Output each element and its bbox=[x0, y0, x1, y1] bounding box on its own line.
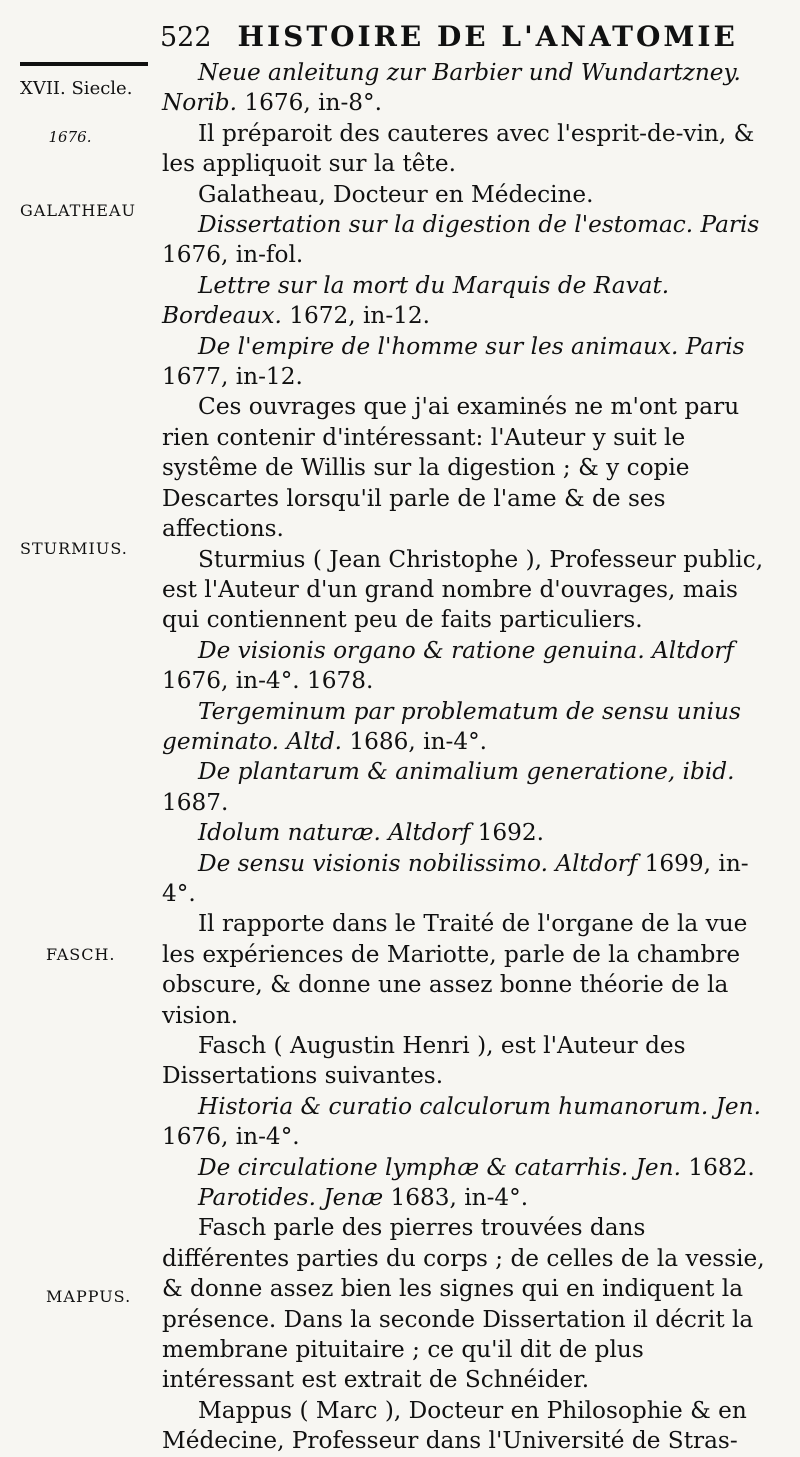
bibliography-entry bbox=[162, 58, 770, 119]
bibliography-entry bbox=[162, 1092, 770, 1153]
work-title: Parotides. Jenæ bbox=[198, 1184, 384, 1212]
margin-note-century: XVII. Siecle. bbox=[20, 78, 133, 99]
work-imprint: 1677, in-12. bbox=[162, 363, 303, 391]
bibliography-entry bbox=[162, 818, 770, 848]
work-title: Historia & curatio calculorum humanorum. Jen. bbox=[198, 1092, 761, 1120]
author-heading: Fasch ( Augustin Henri ), est l'Auteur des Dissertations suivantes. bbox=[162, 1032, 686, 1090]
work-title: De plantarum & animalium generatione, ibid. bbox=[198, 758, 735, 786]
bibliography-entry bbox=[162, 697, 770, 758]
page-body bbox=[162, 58, 770, 1457]
author-heading: Galatheau, Docteur en Médecine. bbox=[198, 180, 594, 208]
author-heading: Sturmius ( Jean Christophe ), Professeur public, est l'Auteur d'un grand nombre d'ouvrages, mais qui contiennent peu de faits particuliers. bbox=[162, 545, 764, 634]
work-title: Tergeminum par problematum de sensu unius geminato. Altd. bbox=[162, 697, 741, 755]
work-imprint: 1672, in-12. bbox=[281, 302, 431, 330]
bibliography-entry bbox=[162, 757, 770, 818]
work-title: Lettre sur la mort du Marquis de Ravat. Bordeaux. bbox=[162, 271, 670, 330]
work-imprint: 1676, in-fol. bbox=[162, 241, 304, 269]
work-imprint: 1676, in-4°. 1678. bbox=[162, 667, 374, 695]
body-paragraph: Il préparoit des cauteres avec l'esprit-de-vin, & les appliquoit sur la tête. bbox=[162, 119, 755, 178]
bibliography-entry bbox=[162, 271, 770, 332]
work-imprint: 1687. bbox=[162, 788, 229, 816]
work-title: De visionis organo & ratione genuina. Altdorf bbox=[198, 636, 735, 664]
body-paragraph: Ces ouvrages que j'ai examinés ne m'ont paru rien contenir d'intéressant: l'Auteur y suit le systême de Willis sur la digestion ; & y copie Descartes lorsqu'il parle de l'ame & de ses affections. bbox=[162, 393, 740, 543]
bibliography-entry bbox=[162, 636, 770, 697]
work-imprint: 1676, in-4°. bbox=[162, 1123, 300, 1151]
work-imprint: 1692. bbox=[470, 819, 545, 847]
work-title: De l'empire de l'homme sur les animaux. Paris bbox=[198, 332, 745, 360]
margin-note-fasch: FASCH. bbox=[46, 945, 116, 964]
work-imprint: 1676, in-8°. bbox=[236, 89, 382, 117]
bibliography-entry bbox=[162, 849, 770, 910]
body-paragraph: Il rapporte dans le Traité de l'organe de la vue les expériences de Mariotte, parle de la chambre obscure, & donne une assez bonne théorie de la vision. bbox=[162, 910, 748, 1029]
work-title: Idolum naturæ. Altdorf bbox=[198, 819, 471, 847]
page-number: 522 bbox=[160, 22, 212, 53]
work-imprint: 1699, in-4°. bbox=[162, 849, 749, 907]
margin-note-mappus: MAPPUS. bbox=[46, 1287, 132, 1306]
work-title: De circulatione lymphæ & catarrhis. Jen. bbox=[198, 1153, 681, 1181]
work-title: Dissertation sur la digestion de l'estomac. Paris bbox=[198, 211, 760, 239]
bibliography-entry bbox=[162, 210, 770, 271]
work-imprint: 1683, in-4°. bbox=[383, 1184, 529, 1212]
work-title: De sensu visionis nobilissimo. Altdorf bbox=[198, 849, 638, 877]
header-rule bbox=[20, 62, 148, 66]
bibliography-entry bbox=[162, 1183, 770, 1213]
running-title: HISTOIRE DE L'ANATOMIE bbox=[237, 20, 738, 53]
margin-note-galatheau: GALATHEAU bbox=[20, 201, 136, 220]
margin-note-year: 1676. bbox=[48, 128, 92, 146]
work-imprint: 1682. bbox=[680, 1153, 755, 1181]
bibliography-entry bbox=[162, 332, 770, 393]
author-heading: Mappus ( Marc ), Docteur en Philosophie & en Médecine, Professeur dans l'Université de Stras- bbox=[162, 1396, 747, 1455]
work-title: Neue anleitung zur Barbier und Wundartzney. Norib. bbox=[162, 59, 741, 117]
bibliography-entry bbox=[162, 1153, 770, 1183]
page-header bbox=[160, 20, 780, 62]
body-paragraph: Fasch parle des pierres trouvées dans différentes parties du corps ; de celles de la vessie, & donne assez bien les signes qui en indiquent la présence. Dans la seconde Dissertation il décrit la membrane pituitaire ; ce qu'il dit de plus intéressant est extrait de Schnéider. bbox=[162, 1214, 765, 1394]
work-imprint: 1686, in-4°. bbox=[342, 727, 488, 755]
margin-note-sturmius: STURMIUS. bbox=[20, 539, 128, 558]
